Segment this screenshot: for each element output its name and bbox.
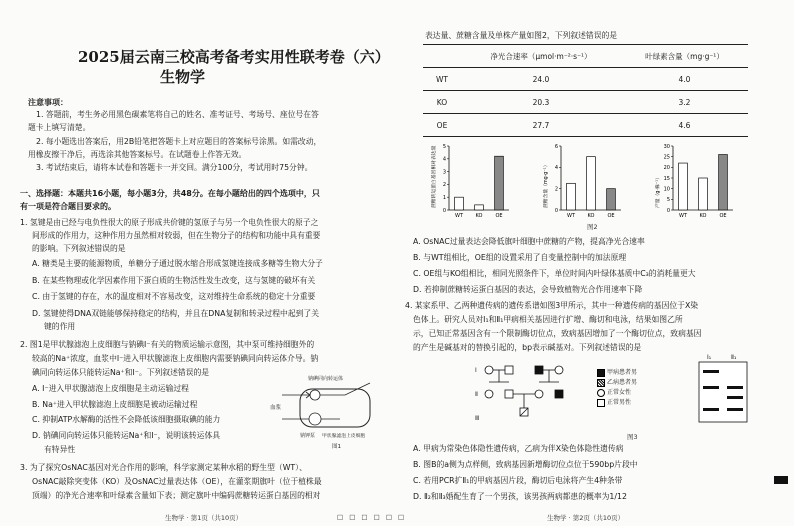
bar-WT [567,183,576,210]
bar-OE [495,156,504,210]
y-axis-label: 蔗糖含量（mg·g⁻¹） [544,162,549,208]
male-disease-b-icon [597,379,605,387]
x-tick-label: OE [719,213,727,219]
page-footer: 生物学 · 第2页（共10页） [547,514,625,522]
gel-band [703,370,719,373]
y-tick-label: 5 [666,197,670,204]
bar-WT [679,163,688,210]
bar-OE [607,189,616,210]
table-cell: OE [423,114,461,137]
table-header-row [423,45,748,68]
gel-band [727,386,743,389]
male-normal-icon [597,399,605,407]
y-axis-label: 产量（g·株⁻¹） [656,174,661,208]
gel-figure [693,352,753,432]
table-header: 叶绿素含量（mg·g⁻¹） [621,45,748,68]
gel-band [727,408,743,411]
bar-chart-1 [430,144,509,219]
table-row [423,91,748,114]
data-table-wrap [423,44,748,137]
table-header [423,45,461,68]
table-row [423,114,748,137]
figure-2-caption: 图2 [587,223,598,231]
gel-lane-label: Ⅱ₁ [731,354,737,361]
x-tick-label: KO [475,213,483,219]
question-2-option[interactable]: D. 钠碘同向转运体只能转运Na⁺和I⁻，说明该转运体具 [32,431,221,440]
bar-chart-2 [542,144,621,219]
x-tick-label: OE [495,213,503,219]
x-tick-label: KO [587,213,595,219]
male-disease-a-icon [535,366,543,374]
figure-1-diagram [270,375,390,450]
gel-lane-label: Ⅰ₁ [707,354,712,361]
question-3-line: 3. 为了探究OsNAC基因对光合作用的影响，科学家测定某种水稻的野生型（WT）、 [20,463,307,472]
y-tick-label: 1 [442,195,446,201]
bar-WT [455,197,464,210]
table-row [423,68,748,91]
question-3-line: 顶端）的净光合速率和叶绿素含量如下表；测定旗叶中编码蔗糖转运蛋白基因的相对 [32,491,321,500]
y-tick-label: 0 [554,207,558,214]
notice-heading: 注意事项： [28,98,68,107]
question-2-line: 2. 图1是甲状腺滤泡上皮细胞与钠碘I⁻有关的物质运输示意图，其中泵可维持细胞外的 [20,340,315,349]
female-normal-icon [485,366,493,374]
x-tick-label: WT [679,213,687,219]
y-tick-label: 4 [442,156,446,163]
question-4-option[interactable]: B. 图B的a侧为点样侧，致病基因新增酶切位点位于590bp片段中 [413,460,638,469]
figure-2-charts [423,140,753,228]
section-heading: 有一项是符合题目要求的。 [20,202,116,211]
cell-label: 甲状腺滤泡上皮细胞 [322,434,366,439]
y-tick-label: 2 [442,182,446,189]
question-3-option[interactable]: B. 与WT组相比，OE组的设置采用了自变量控制中的加法原理 [413,253,627,262]
notice-line: 3. 考试结束后，请将本试卷和答题卡一并交回。满分100分，考试用时75分钟。 [36,163,313,172]
legend-item: 乙病患者男 [597,378,637,388]
legend-item: 甲病患者男 [597,368,637,378]
y-tick-label: 25 [663,154,670,161]
legend-item: 正常男性 [597,398,637,408]
x-tick-label: WT [567,213,575,219]
question-3-continued: 表达量、蔗糖含量及单株产量如图2，下列叙述错误的是 [425,31,618,40]
exam-title: 2025届云南三校高考备考实用性联考卷（六） [78,48,390,66]
gel-band [703,386,719,389]
y-tick-label: 5 [442,143,446,150]
table-cell: WT [423,68,461,91]
question-4-line: 4. 某家系甲、乙两种遗传病的遗传系谱如图3甲所示，其中一种遗传病的基因位于X染 [405,301,699,310]
figure-1 [270,375,390,450]
bar-chart-3 [654,144,733,219]
question-1-option[interactable]: B. 在某些物理或化学因素作用下蛋白质的生物活性发生改变，这与氢键的破坏有关 [32,276,316,285]
y-tick-label: 3 [442,169,446,176]
subject-title: 生物学 [160,68,206,86]
pedigree-chart [475,360,595,430]
notice-line: 用橡皮擦干净后，再选涂其他答案标号。在试题卷上作答无效。 [28,150,247,159]
y-tick-label: 15 [663,175,670,182]
question-4-line: 的产生是碱基对的替换引起的，bp表示碱基对。下列叙述错误的是 [413,343,642,352]
y-axis-label: 蔗糖转运蛋白基因相对表达量 [432,145,437,208]
y-tick-label: 10 [663,186,670,193]
question-3-option[interactable]: C. OE组与KO组相比，相同光照条件下，单位时间内叶绿体基质中C₃的消耗量更大 [413,269,696,278]
question-2-option[interactable]: C. 抑制ATP水解酶的活性不会降低该细胞摄取碘的能力 [32,415,221,424]
y-tick-label: 0 [442,207,446,214]
question-2-option[interactable]: B. Na⁺进入甲状腺滤泡上皮细胞是被动运输过程 [32,400,198,409]
bar-OE [719,155,728,210]
svg-text:Ⅲ: Ⅲ [475,415,480,422]
question-4-option[interactable]: D. Ⅱ₂和Ⅱ₃婚配生育了一个男孩，该男孩两病都患的概率为1/12 [413,492,627,501]
figure-2 [423,140,753,232]
data-table [423,44,748,137]
svg-text:Ⅰ: Ⅰ [475,367,477,374]
bar-KO [587,157,596,210]
gel-diagram [693,352,753,432]
question-4-option[interactable]: A. 甲病为常染色体隐性遗传病，乙病为伴X染色体隐性遗传病 [413,444,624,453]
x-tick-label: OE [607,213,615,219]
notice-line: 1. 答题前，考生务必用黑色碳素笔将自己的姓名、准考证号、考场号、座位号在答 [36,110,319,119]
y-tick-label: 0 [666,207,670,214]
y-tick-label: 4 [554,165,558,172]
question-3-line: OsNAC敲除突变体（KO）及OsNAC过量表达体（OE），在灌浆期旗叶（位于植株最 [32,477,322,486]
female-normal-icon [555,366,563,374]
table-cell: 3.2 [621,91,748,114]
table-cell: 4.0 [621,68,748,91]
male-normal-icon [505,366,513,374]
table-cell: 4.6 [621,114,748,137]
question-4-line: 示，已知正常基因含有一个限制酶切位点，致病基因增加了一个酶切位点，致病基因 [413,329,702,338]
pedigree-diagram [475,360,595,430]
figure-3-caption: 图3 [627,433,638,441]
question-4-option[interactable]: C. 若用PCR扩Ⅱ₁的甲病基因片段，酶切后电泳将产生4种条带 [413,476,623,485]
question-1-line: 间形成的作用力，这种作用力虽然相对较弱，但在生物分子的结构和功能中具有重要 [32,231,321,240]
section-heading: 一、选择题：本题共16小题，每小题3分，共48分。在每小题给出的四个选项中，只 [20,189,320,198]
table-header: 净光合速率（μmol·m⁻²·s⁻¹） [461,45,621,68]
bar-KO [699,178,708,210]
question-1-option[interactable]: D. 氢键使得DNA双链能够保持稳定的结构，并且在DNA复制和转录过程中起到了关 [32,309,320,318]
question-3-option[interactable]: D. 若抑制蔗糖转运蛋白基因的表达，会导致植物光合作用速率下降 [413,285,643,294]
question-1-option-cont: 键的作用 [44,322,76,331]
question-1-line: 1. 氢键是由已经与电负性很大的原子形成共价键的氢原子与另一个电负性很大的原子之 [20,218,319,227]
gel-band [703,408,719,411]
question-2-option[interactable]: A. I⁻进入甲状腺滤泡上皮细胞是主动运输过程 [32,384,189,393]
page-footer: 生物学 · 第1页（共10页） [165,514,243,522]
footer-boxes: □ □ □ □ □ □ [337,513,407,521]
gel-band [727,396,743,399]
question-1-line: 的影响。下列叙述错误的是 [32,244,126,253]
plasma-label: 血浆 [270,405,282,411]
x-tick-label: KO [699,213,707,219]
question-1-option[interactable]: C. 由于氢键的存在，水的温度相对不容易改变，这对维持生命系统的稳定十分重要 [32,292,316,301]
table-cell: 27.7 [461,114,621,137]
question-2-line: 较高的Na⁺浓度，血浆中I⁻进入甲状腺滤泡上皮细胞内需要钠碘同向转运体介导。钠 [32,354,319,363]
notice-line: 2. 每小题选出答案后，用2B铅笔把答题卡上对应题目的答案标号涂黑。如需改动， [36,137,322,146]
male-disease-a-icon [597,369,605,377]
question-2-line: 碘同向转运体只能转运Na⁺和I⁻。下列叙述错误的是 [32,368,210,377]
x-tick-label: WT [455,213,463,219]
table-cell: 20.3 [461,91,621,114]
table-cell: 24.0 [461,68,621,91]
svg-text:Ⅱ: Ⅱ [475,391,478,398]
y-tick-label: 20 [663,165,670,172]
pedigree-legend [597,368,637,408]
question-1-option[interactable]: A. 糖类是主要的能源物质，单糖分子通过脱水缩合形成氢键连接成多糖等生物大分子 [32,259,323,268]
symporter-label: 钠碘同向转运体 [308,376,344,382]
notice-line: 题卡上填写清楚。 [28,123,91,132]
y-tick-label: 2 [554,186,558,193]
y-tick-label: 6 [554,143,558,150]
y-tick-label: 30 [663,143,670,150]
table-cell: KO [423,91,461,114]
figure-1-caption: 图1 [332,444,341,450]
question-4-line: 色体上。研究人员对Ⅰ₁和Ⅱ₁甲病相关基因进行扩增、酶切和电泳，结果如图乙所 [413,315,683,324]
question-2-option-cont: 有特异性 [44,445,76,454]
female-normal-icon [597,389,605,397]
question-3-option[interactable]: A. OsNAC过量表达会降低旗叶细胞中蔗糖的产物，提高净光合速率 [413,237,645,246]
pump-icon [309,413,321,425]
corner-mark [774,476,788,484]
legend-item: 正常女性 [597,388,637,398]
pump-label: 钠钾泵 [300,433,316,439]
symporter-icon [310,390,320,400]
bar-KO [475,205,484,210]
